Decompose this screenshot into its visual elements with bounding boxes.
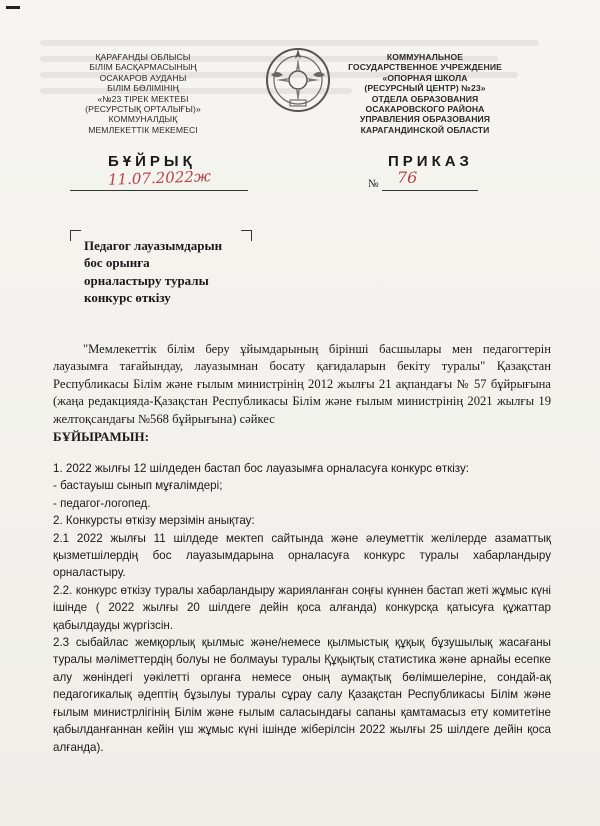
order-item: 2.1 2022 жылғы 11 шілдеде мектеп сайтында және әлеуметтік желілерде азаматтық қызметшілердің бос лауазымдарына орналасуға конкурс туралы хабарландыру орналастыру.	[53, 531, 551, 580]
order-number-label: №	[368, 178, 379, 190]
header-left-line: ҚАРАҒАНДЫ ОБЛЫСЫ	[95, 52, 191, 62]
subject-line: Педагог лауазымдарын	[84, 238, 223, 253]
order-items	[53, 460, 551, 756]
order-subject	[84, 237, 222, 306]
subject-bracket-right	[241, 230, 252, 241]
header-left-line: МЕМЛЕКЕТТІК МЕКЕМЕСІ	[88, 124, 198, 135]
header-right-line: КОММУНАЛЬНОЕ	[386, 52, 464, 62]
number-underline	[382, 190, 478, 191]
subject-line: орналастыру туралы	[84, 272, 209, 288]
order-title-kz: БҰЙРЫҚ	[108, 153, 196, 170]
preamble-text: "Мемлекеттік білім беру ұйымдарының бірінші басшылары мен педагогтерін лауазымға тағайындау, лауазымнан босату қағидаларын бекіту туралы" Қазақстан Республикасы Білім және ғылым министрінің 2012 жылғы 21 ақпандағы № 57 бұйрығына (жаңа редакцияда-Қазақстан Республикасы Білім және ғылым министрінің 2021 жылғы 19 желтоқсандағы №568 бұйрығына) сәйкес	[53, 342, 551, 426]
order-date: 11.07.2022ж	[107, 167, 212, 189]
header-right-line: «ОПОРНАЯ ШКОЛА	[382, 72, 468, 83]
corner-mark	[6, 6, 20, 9]
header-right-line: ГОСУДАРСТВЕННОЕ УЧРЕЖДЕНИЕ	[348, 62, 502, 73]
header-left-line: БІЛІМ БАСҚАРМАСЫНЫҢ	[89, 62, 197, 73]
header-left-kz	[58, 52, 228, 135]
header-left-line: (РЕСУРСТЫҚ ОРТАЛЫҒЫ)»	[85, 104, 201, 115]
preamble	[53, 341, 551, 445]
header-right-line: ОТДЕЛА ОБРАЗОВАНИЯ	[371, 93, 479, 104]
header-left-line: БІЛІМ БӨЛІМІНІҢ	[107, 83, 179, 94]
subject-line: конкурс өткізу	[84, 289, 171, 305]
header-right-line: ОСАКАРОВСКОГО РАЙОНА	[365, 104, 485, 115]
header-right-line: УПРАВЛЕНИЯ ОБРАЗОВАНИЯ	[359, 114, 491, 125]
order-item: 2.3 сыбайлас жемқорлық қылмыс және/немесе қылмыстық құқық бұзушылық жасағаны туралы мәліметтердің болуы не болмауы туралы Құқықтық статистика және арнайы есепке алу жөніндегі уәкілетті органға немесе оның аумақтық бөлімшелеріне, сондай-ақ педагогикалық әдептің бұзылуы туралы сұрау салу Қазақстан Республикасы Білім және ғылым министрлігінің Білім және ғылым саласындағы сапаны қамтамасыз ету комитетіне қабылданғаннан кейін үш жұмыс күні ішінде жіберілсін 2022 жылғы 25 шілдеге дейін қоса алғанда).	[53, 636, 551, 754]
subject-line: бос орынға	[84, 255, 150, 271]
header-right-line: (РЕСУРСНЫЙ ЦЕНТР) №23»	[364, 83, 486, 94]
header-left-line: «№23 ТІРЕК МЕКТЕБІ	[97, 93, 189, 104]
order-item: 2.2. конкурс өткізу туралы хабарландыру жарияланған соңғы күннен бастап жеті жұмыс күні ішінде ( 2022 жылғы 20 шілдеге дейін қоса алғанда) конкурсқа қатысуға құжаттар қабылдауды жүргізсін.	[53, 583, 551, 632]
header-right-line: КАРАГАНДИНСКОЙ ОБЛАСТИ	[360, 124, 490, 135]
header-right-ru	[330, 52, 520, 135]
order-item: 1. 2022 жылғы 12 шілдеден бастап бос лауазымға орналасуға конкурс өткізу:	[53, 462, 469, 475]
state-emblem-icon	[263, 45, 333, 115]
header-left-line: ОСАКАРОВ АУДАНЫ	[99, 72, 187, 83]
order-word: БҰЙЫРАМЫН:	[53, 429, 150, 445]
header-left-line: КОММУНАЛДЫҚ	[108, 114, 178, 125]
order-item: - бастауыш сынып мұғалімдері;	[53, 479, 223, 493]
subject-bracket-left	[70, 230, 81, 241]
order-number: 76	[397, 168, 418, 187]
order-item: - педагог-логопед.	[53, 496, 151, 510]
order-item: 2. Конкурсты өткізу мерзімін анықтау:	[53, 514, 255, 528]
date-underline	[70, 190, 248, 191]
order-title-ru: ПРИКАЗ	[388, 153, 473, 170]
